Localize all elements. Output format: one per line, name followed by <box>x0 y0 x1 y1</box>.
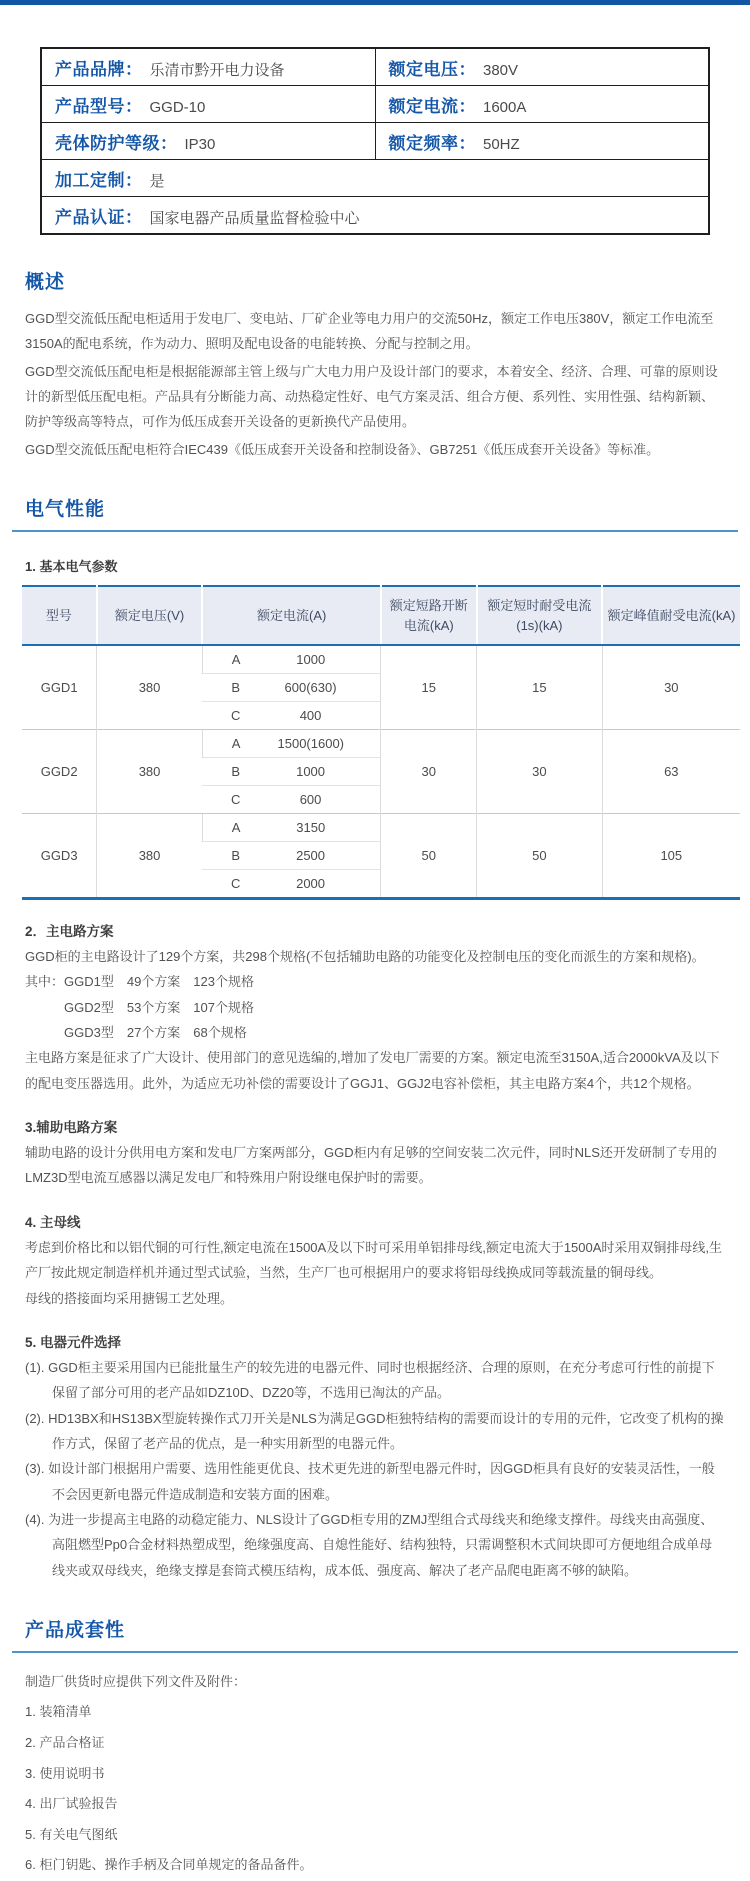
current-inner <box>204 761 378 782</box>
text-line: 主电路方案是征求了广大设计、使用部门的意见选编的,增加了发电厂需要的方案。额定电流至3150A,适合2000kVA及以下的配电变压器选用。此外，为适应无功补偿的需要设计了GGJ1、GGJ2电容补偿柜，其主电路方案4个，共12个规格。 <box>25 1050 720 1091</box>
spec-cell <box>375 86 709 123</box>
peak-cell: 30 <box>602 645 740 730</box>
params-header-cell: 额定电压(V) <box>97 586 203 645</box>
spec-value: 1600A <box>483 98 527 116</box>
peak-cell: 63 <box>602 730 740 814</box>
completeness-line: 2. 产品合格证 <box>25 1735 105 1751</box>
completeness-line: 1. 装箱清单 <box>25 1704 92 1720</box>
basic-params-table <box>22 585 740 900</box>
spec-label: 产品型号： <box>55 96 143 116</box>
spec-value: 乐清市黔开电力设备 <box>149 61 285 79</box>
current-letter: A <box>231 652 241 668</box>
withstand-cell: 30 <box>477 730 603 814</box>
section-heading: 3.辅助电路方案 <box>25 1120 118 1136</box>
current-value: 600(630) <box>284 680 337 696</box>
content-area <box>0 267 750 1881</box>
current-letter: B <box>231 848 240 864</box>
current-letter: C <box>230 792 241 808</box>
text-line: GGD2型 53个方案 107个规格 <box>25 999 254 1015</box>
voltage-cell: 380 <box>97 814 203 899</box>
spec-row <box>41 123 709 160</box>
completeness-line: 6. 柜门钥匙、操作手柄及合同单规定的备品备件。 <box>25 1857 313 1873</box>
text-line: 其中：GGD1型 49个方案 123个规格 <box>25 974 254 990</box>
model-cell: GGD2 <box>22 730 97 814</box>
current-letter: B <box>231 764 240 780</box>
current-inner <box>204 873 378 894</box>
current-cell <box>202 702 381 730</box>
voltage-cell: 380 <box>97 645 203 730</box>
section-heading: 2．主电路方案 <box>25 924 114 940</box>
text-line: 辅助电路的设计分供用电方案和发电厂方案两部分，GGD柜内有足够的空间安装二次元件，同时NLS还开发研制了专用的LMZ3D型电流互感器以满足发电厂和特殊用户附设继电保护时的需要。 <box>25 1145 717 1186</box>
overview-title: 概述 <box>25 272 66 293</box>
spec-value: 是 <box>149 172 165 190</box>
current-letter: C <box>230 708 241 724</box>
text-line: (4). 为进一步提高主电路的动稳定能力、NLS设计了GGD柜专用的ZMJ型组合式母线夹和绝缘支撑件。母线夹由高强度、高阻燃型Pp0合金材料热塑成型，绝缘强度高、自熄性能好、结构独特，只需调整积木式间块即可方便地组合成单母线夹或双母线夹，绝缘支撑是套筒式模压结构，成本低、强度高、解决了老产品爬电距离不够的缺陷。 <box>25 1511 714 1578</box>
current-letter: A <box>231 820 241 836</box>
spec-cell <box>41 123 375 160</box>
spec-cell <box>41 160 709 197</box>
breaking-cell: 30 <box>381 730 477 814</box>
spec-label: 额定电压： <box>388 59 476 79</box>
spec-label: 产品品牌： <box>55 59 143 79</box>
params-header-cell: 额定峰值耐受电流(kA) <box>602 586 740 645</box>
text-line: (2). HD13BX和HS13BX型旋转操作式刀开关是NLS为满足GGD柜独特结构的需要而设计的专用的元件，它改变了机构的操作方式，保留了老产品的优点，是一种实用新型的电器元件。 <box>25 1410 724 1451</box>
current-inner <box>205 649 379 670</box>
text-line: GGD柜的主电路设计了129个方案，共298个规格(不包括辅助电路的功能变化及控制电压的变化而派生的方案和规格)。 <box>25 949 705 965</box>
spec-value: 380V <box>483 61 519 79</box>
completeness-line: 4. 出厂试验报告 <box>25 1796 118 1812</box>
basic-params-subtitle: 1. 基本电气参数 <box>25 559 118 575</box>
spec-value: 国家电器产品质量监督检验中心 <box>149 209 360 227</box>
spec-cell <box>375 48 709 86</box>
section-divider <box>12 530 738 532</box>
current-inner <box>205 817 379 838</box>
text-line: (3). 如设计部门根据用户需要、选用性能更优良、技术更先进的新型电器元件时，因GGD柜具有良好的安装灵活性，一般不会因更新电器元件造成制造和安装方面的困难。 <box>25 1461 715 1502</box>
text-line: (1). GGD柜主要采用国内已能批量生产的较先进的电器元件、同时也根据经济、合理的原则，在充分考虑可行性的前提下保留了部分可用的老产品如DZ10D、DZ20等，不选用已淘汰的产品。 <box>25 1359 715 1401</box>
current-value: 2500 <box>296 848 326 864</box>
current-cell <box>202 674 381 702</box>
overview-paragraphs <box>25 306 725 462</box>
text-line: 考虑到价格比和以铝代铜的可行性,额定电流在1500A及以下时可采用单铝排母线,额定电流大于1500A时采用双铜排母线,生产厂按此规定制造样机并通过型式试验，当然，生产厂也可根据用户的要求将铝母线换成同等载流量的铜母线。 <box>25 1239 723 1281</box>
peak-cell: 105 <box>602 814 740 899</box>
top-accent-bar <box>0 0 750 5</box>
spec-value: 50HZ <box>483 135 520 153</box>
current-inner <box>204 677 378 698</box>
section-divider <box>12 1651 738 1653</box>
spec-cell <box>41 86 375 123</box>
completeness-line: 5. 有关电气图纸 <box>25 1826 118 1842</box>
spec-cell <box>375 123 709 160</box>
params-header-cell: 额定短时耐受电流(1s)(kA) <box>477 586 603 645</box>
completeness-lines <box>25 1667 725 1881</box>
overview-paragraph: GGD型交流低压配电柜适用于发电厂、变电站、厂矿企业等电力用户的交流50Hz，额定工作电压380V，额定工作电流至3150A的配电系统，作为动力、照明及配电设备的电能转换、分配与控制之用。 <box>25 311 714 352</box>
params-header-row <box>22 586 740 645</box>
params-header-cell: 型号 <box>22 586 97 645</box>
spec-label: 壳体防护等级： <box>55 133 178 153</box>
breaking-cell: 15 <box>381 645 477 730</box>
breaking-cell: 50 <box>381 814 477 899</box>
current-inner <box>205 733 379 754</box>
completeness-line: 制造厂供货时应提供下列文件及附件： <box>25 1673 247 1689</box>
current-value: 1000 <box>296 764 326 780</box>
spec-row <box>41 197 709 235</box>
product-spec-table <box>40 47 710 235</box>
electrical-title: 电气性能 <box>25 499 106 521</box>
current-value: 3150 <box>296 820 326 836</box>
current-cell <box>202 870 381 899</box>
current-inner <box>204 705 378 726</box>
spec-row <box>41 160 709 197</box>
current-cell <box>202 814 381 842</box>
spec-value: GGD-10 <box>149 98 206 116</box>
spec-value: IP30 <box>184 135 216 153</box>
current-letter: A <box>231 736 241 752</box>
text-line: 母线的搭接面均采用搪锡工艺处理。 <box>25 1290 234 1306</box>
section-heading: 4. 主母线 <box>25 1214 81 1230</box>
params-header-cell: 额定电流(A) <box>202 586 381 645</box>
withstand-cell: 15 <box>477 645 603 730</box>
current-value: 600 <box>299 792 322 808</box>
current-inner <box>204 845 378 866</box>
current-letter: C <box>230 876 241 892</box>
spec-label: 加工定制： <box>55 170 143 190</box>
overview-paragraph: GGD型交流低压配电柜符合IEC439《低压成套开关设备和控制设备》、GB7251《低压成套开关设备》等标准。 <box>25 441 660 457</box>
overview-paragraph: GGD型交流低压配电柜是根据能源部主管上级与广大电力用户及设计部门的要求，本着安全、经济、合理、可靠的原则设计的新型低压配电柜。产品具有分断能力高、动热稳定性好、电气方案灵活、组合方便、系列性、实用性强、结构新颖、防护等级高等特点，可作为低压成套开关设备的更新换代产品使用。 <box>25 363 718 430</box>
params-row <box>22 730 740 758</box>
params-row <box>22 645 740 674</box>
current-value: 2000 <box>296 876 326 892</box>
current-cell <box>202 842 381 870</box>
spec-label: 额定电流： <box>388 96 476 116</box>
params-row <box>22 814 740 842</box>
current-letter: B <box>231 680 240 696</box>
current-cell <box>202 730 381 758</box>
spec-row <box>41 48 709 86</box>
current-value: 1000 <box>296 652 326 668</box>
text-sections <box>25 920 725 1583</box>
model-cell: GGD1 <box>40 680 78 696</box>
model-cell: GGD3 <box>22 814 97 899</box>
current-cell <box>202 645 381 674</box>
section-heading: 5. 电器元件选择 <box>25 1334 122 1350</box>
spec-label: 额定频率： <box>388 133 476 153</box>
text-line: GGD3型 27个方案 68个规格 <box>25 1025 247 1041</box>
spec-row <box>41 86 709 123</box>
spec-label: 产品认证： <box>55 207 143 227</box>
current-inner <box>204 789 378 810</box>
completeness-title: 产品成套性 <box>25 1619 126 1641</box>
params-header-cell: 额定短路开断电流(kA) <box>381 586 477 645</box>
current-cell <box>202 758 381 786</box>
current-cell <box>202 786 381 814</box>
completeness-line: 3. 使用说明书 <box>25 1765 105 1781</box>
spec-cell <box>41 197 709 235</box>
voltage-cell: 380 <box>97 730 203 814</box>
current-value: 400 <box>299 708 322 724</box>
current-value: 1500(1600) <box>277 736 345 752</box>
withstand-cell: 50 <box>477 814 603 899</box>
spec-cell <box>41 48 375 86</box>
